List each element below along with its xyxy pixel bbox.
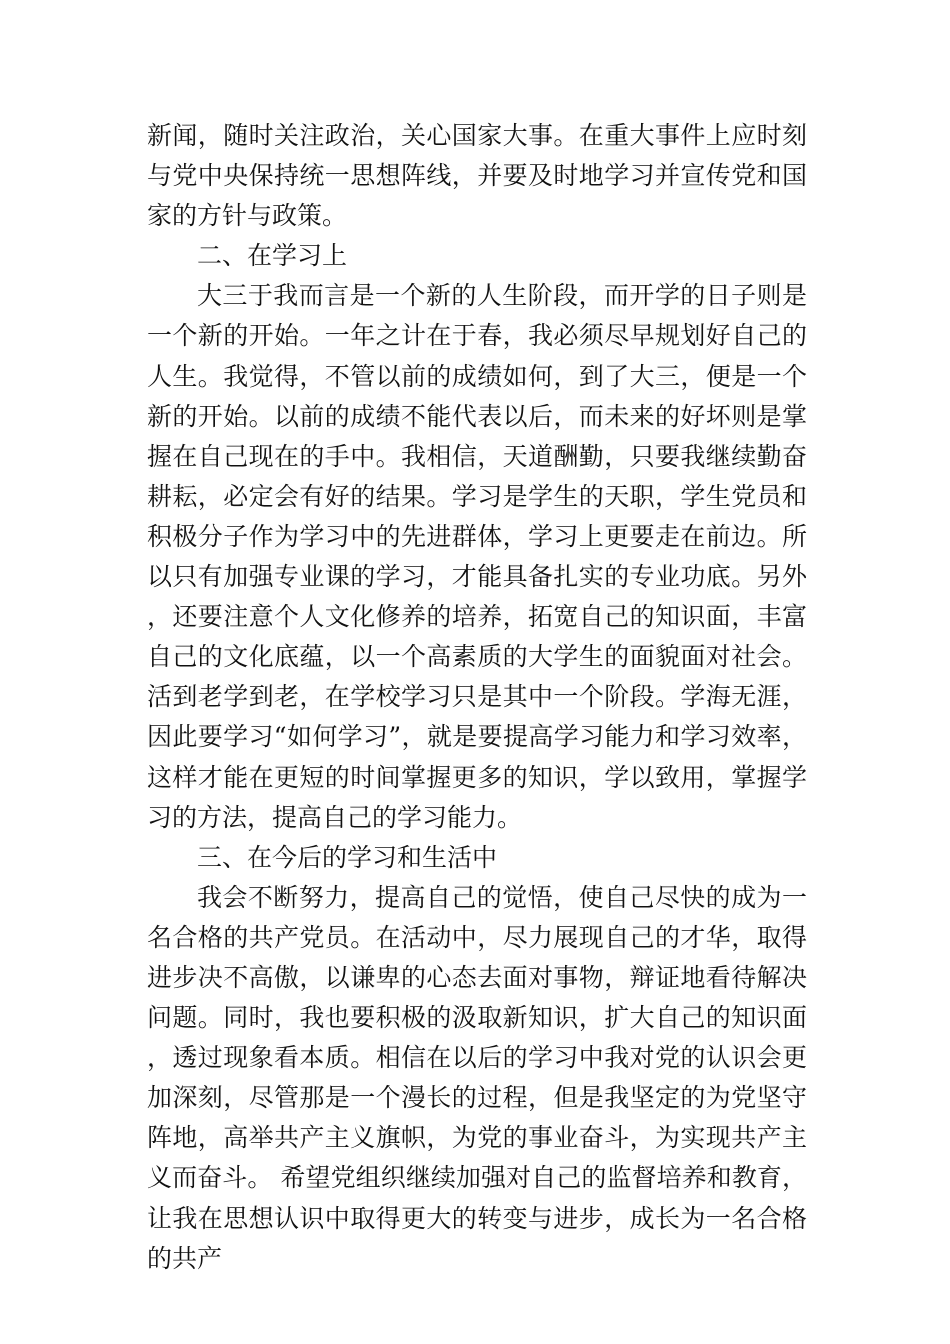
- document-body: [147, 116, 807, 1279]
- continuation-paragraph: 新闻，随时关注政治，关心国家大事。在重大事件上应时刻与党中央保持统一思想阵线，并要及时地学习并宣传党和国家的方针与政策。: [147, 121, 807, 231]
- section-heading-study: 二、在学习上: [197, 241, 348, 271]
- study-paragraph: 大三于我而言是一个新的人生阶段，而开学的日子则是一个新的开始。一年之计在于春，我必须尽早规划好自己的人生。我觉得，不管以前的成绩如何，到了大三，便是一个新的开始。以前的成绩不能代表以后，而未来的好坏则是掌握在自己现在的手中。我相信，天道酬勤，只要我继续勤奋耕耘，必定会有好的结果。学习是学生的天职，学生党员和积极分子作为学习中的先进群体，学习上更要走在前边。所以只有加强专业课的学习，才能具备扎实的专业功底。另外，还要注意个人文化修养的培养，拓宽自己的知识面，丰富自己的文化底蕴，以一个高素质的大学生的面貌面对社会。活到老学到老，在学校学习只是其中一个阶段。学海无涯，因此要学习“如何学习”，就是要提高学习能力和学习效率，这样才能在更短的时间掌握更多的知识，学以致用，掌握学习的方法，提高自己的学习能力。: [147, 281, 807, 832]
- section-heading-future: 三、在今后的学习和生活中: [197, 842, 498, 872]
- future-paragraph: 我会不断努力，提高自己的觉悟，使自己尽快的成为一名合格的共产党员。在活动中，尽力展现自己的才华，取得进步决不高傲，以谦卑的心态去面对事物，辩证地看待解决问题。同时，我也要积极的汲取新知识，扩大自己的知识面，透过现象看本质。相信在以后的学习中我对党的认识会更加深刻，尽管那是一个漫长的过程，但是我坚定的为党坚守阵地，高举共产主义旗帜，为党的事业奋斗，为实现共产主义而奋斗。 希望党组织继续加强对自己的监督培养和教育，让我在思想认识中取得更大的转变与进步，成长为一名合格的共产: [147, 882, 807, 1273]
